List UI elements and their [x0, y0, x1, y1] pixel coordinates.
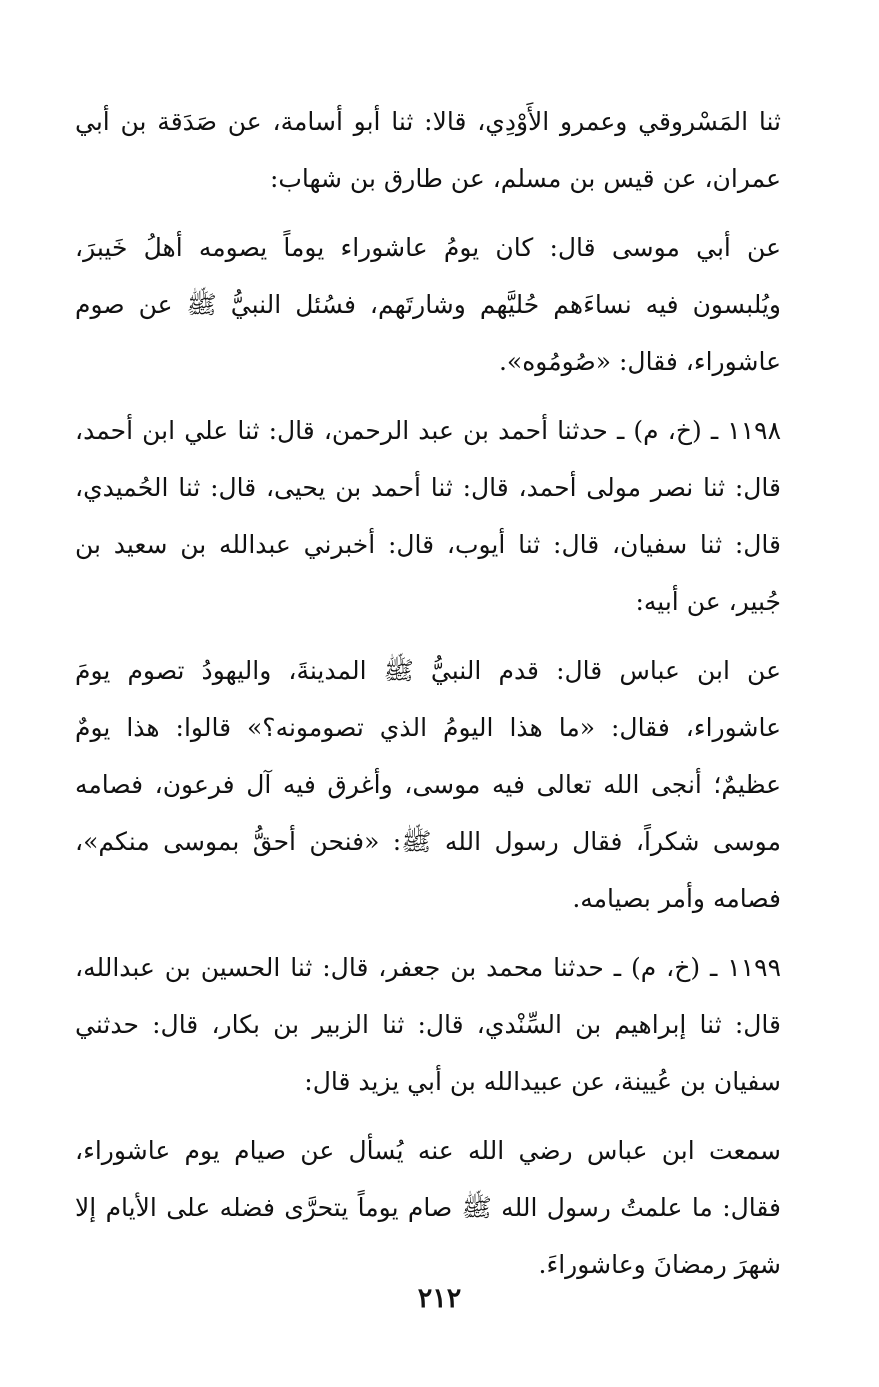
paragraph-gap [75, 1110, 781, 1122]
paragraph-gap [75, 390, 781, 402]
paragraph-hadith-1198: ١١٩٨ ـ (خ، م) ـ حدثنا أحمد بن عبد الرحمن، قال: ثنا علي ابن أحمد، قال: ثنا نصر مولى أحمد، قال: ثنا أحمد بن يحيى، قال: ثنا الحُميدي، قال: ثنا سفيان، قال: ثنا أيوب، قال: أخبرني عبدالله بن سعيد بن جُبير، عن أبيه: [75, 416, 781, 616]
page-body [75, 93, 781, 1293]
paragraph-gap [75, 630, 781, 642]
paragraph-matn-1199: سمعت ابن عباس رضي الله عنه يُسأل عن صيام يوم عاشوراء، فقال: ما علمتُ رسول الله ﷺ صام يوماً يتحرَّى فضله على الأيام إلا شهرَ رمضانَ وعاشوراءَ. [75, 1136, 781, 1279]
paragraph-gap [75, 207, 781, 219]
paragraph-matn-1: عن أبي موسى قال: كان يومُ عاشوراء يوماً يصومه أهلُ خَيبرَ، ويُلبسون فيه نساءَهم حُليَّهم وشارتَهم، فسُئل النبيُّ ﷺ عن صوم عاشوراء، فقال: «صُومُوه». [75, 233, 781, 376]
paragraph-gap [75, 927, 781, 939]
page-number: ٢١٢ [417, 1283, 462, 1314]
paragraph-matn-1198: عن ابن عباس قال: قدم النبيُّ ﷺ المدينةَ، واليهودُ تصوم يومَ عاشوراء، فقال: «ما هذا اليومُ الذي تصومونه؟» قالوا: هذا يومٌ عظيمٌ؛ أنجى الله تعالى فيه موسى، وأغرق فيه آل فرعون، فصامه موسى شكراً، فقال رسول الله ﷺ: «فنحن أحقُّ بموسى منكم»، فصامه وأمر بصيامه. [75, 656, 781, 913]
paragraph-isnad-1: ثنا المَسْروقي وعمرو الأَوْدِي، قالا: ثنا أبو أسامة، عن صَدَقة بن أبي عمران، عن قيس بن مسلم، عن طارق بن شهاب: [75, 107, 781, 193]
paragraph-hadith-1199: ١١٩٩ ـ (خ، م) ـ حدثنا محمد بن جعفر، قال: ثنا الحسين بن عبدالله، قال: ثنا إبراهيم بن السِّنْدي، قال: ثنا الزبير بن بكار، قال: حدثني سفيان بن عُيينة، عن عبيدالله بن أبي يزيد قال: [75, 953, 781, 1096]
